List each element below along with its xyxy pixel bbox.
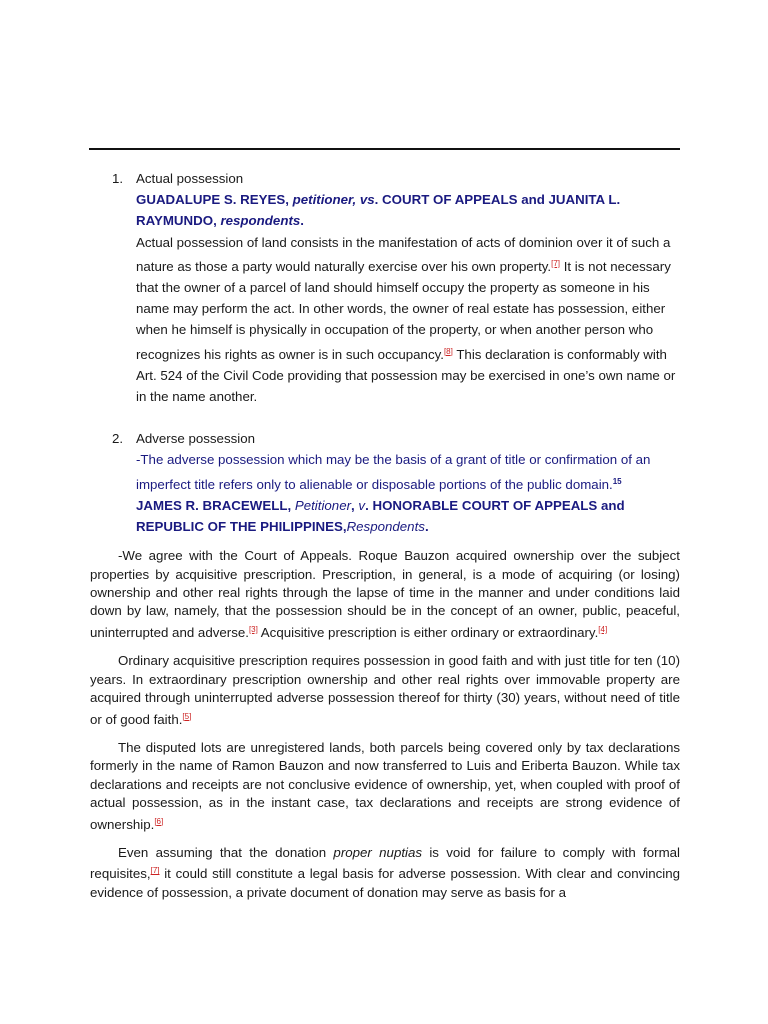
paragraph: The disputed lots are unregistered lands, both parcels being covered only by tax declarations formerly in the name of Ramon Bauzon and now transferred to Luis and Eriberta Bauzon. While tax declarations and receipts are not conclusive evidence of ownership, yet, when coupled with proof of actual possession, as in the instant case, tax declarations and receipts are strong evidence of ownership.[6] [90,739,680,832]
case-title: GUADALUPE S. REYES, petitioner, vs. COURT OF APPEALS and JUANITA L. RAYMUNDO, respondents. [136,192,621,229]
footnote-link[interactable]: [8] [443,346,453,356]
paragraph: Even assuming that the donation proper nuptias is void for failure to comply with formal requisites,[7] it could still constitute a legal basis for adverse possession. With clear and convincing evidence of possession, a private document of donation may serve as basis for a [90,844,680,900]
header-rule [89,148,680,150]
footnote-link[interactable]: [3] [248,624,258,634]
paragraph: -We agree with the Court of Appeals. Roque Bauzon acquired ownership over the subject properties by acquisitive prescription. Prescription, in general, is a mode of acquiring (or losing) ownership and other real rights through the lapse of time in the manner and under conditions laid down by law, namely, that the possession should be in the concept of an owner, public, peaceful, uninterrupted and adverse.[3] Acquisitive prescription is either ordinary or extraordinary.[4] [90,548,680,640]
document-page [90,168,680,912]
footnote-link[interactable]: [4] [598,624,608,634]
item-heading: Actual possession [136,171,244,186]
paragraph: Ordinary acquisitive prescription requires possession in good faith and with just title for ten (10) years. In extraordinary prescription ownership and other real rights over immovable property are acquired through uninterrupted adverse possession thereof for thirty (30) years, without need of title or of good faith.[5] [90,653,680,727]
item-quote: -The adverse possession which may be the basis of a grant of title or confirmation of an imperfect title refers only to alienable or disposable portions of the public domain.$^{15}$ [136,452,651,492]
footnote-link[interactable]: [7] [150,866,160,876]
list-number: 2. [112,431,124,447]
case-title: JAMES R. BRACEWELL, Petitioner, v. HONORABLE COURT OF APPEALS and REPUBLIC OF THE PHILIPPINES,Respondents. [136,497,625,535]
superscript-ref: 15 [612,476,622,486]
item-heading: Adverse possession [136,431,255,447]
list-item-adverse-possession [90,428,680,537]
footnote-link[interactable]: [7] [551,258,561,268]
footnote-link[interactable]: [6] [154,816,164,826]
item-text: Actual possession of land consists in the manifestation of acts of dominion over it of such a nature as those a party would naturally exercise over his own property.[7] It is not necessary that the owner of a parcel of land should himself occupy the property as someone in his name may perform the act. In other words, the owner of real estate has possession, either when he himself is physically in occupation of the property, or when another person who recognizes his rights as owner is in such occupancy.[8] This declaration is conformably with Art. 524 of the Civil Code providing that possession may be exercised in one’s own name or in the name another. [136,234,676,405]
body-text [90,547,680,902]
footnote-link[interactable]: [5] [182,711,192,721]
list-number: 1. [112,171,124,186]
list-item-actual-possession [90,168,680,407]
